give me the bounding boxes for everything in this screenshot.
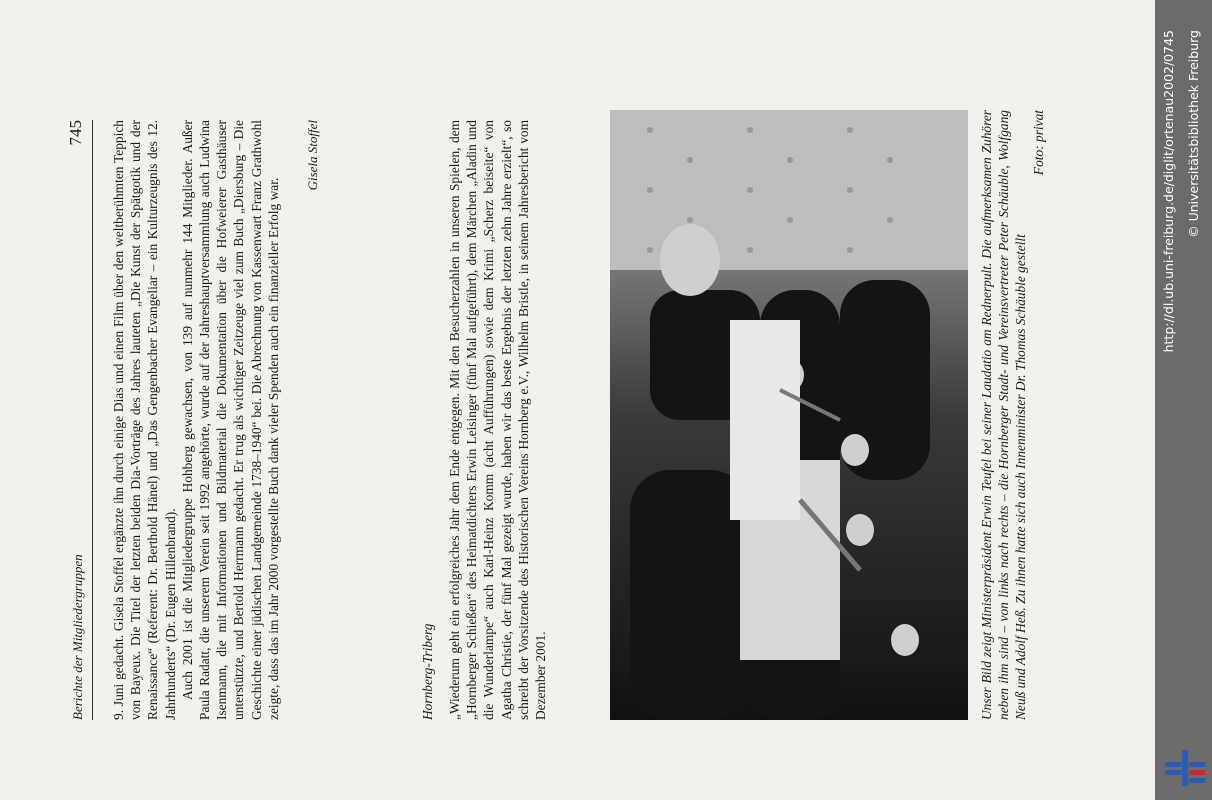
- copyright-notice: © Universitätsbibliothek Freiburg: [1186, 30, 1201, 238]
- signature: Gisela Stoffel: [305, 120, 321, 191]
- paragraph: Auch 2001 ist die Mitgliedergruppe Hohberg gewachsen, von 139 auf nunmehr 144 Mitglieder. Außer Paula Radatt, die unserem Verein seit 1992 angehörte, wurde auf der Jahreshauptversammlung auch Ludwina Isenmann, die mit Informationen und Bildmaterial die Dokumentation über die Hofweierer Gasthäuser unterstützte, und Bertold Herrmann gedacht. Er trug als wichtiger Zeitzeuge viel zum Buch „Diersburg – Die Geschichte einer jüdischen Landgemeinde 1738–1940“ bei. Die Abrechnung von Kassenwart Franz Grathwohl zeigte, dass das im Jahr 2000 vorgestellte Buch dank vieler Spenden auch ein finanzieller Erfolg war.: [179, 120, 281, 720]
- photo-credit: Foto: privat: [1030, 110, 1046, 176]
- source-url[interactable]: http://dl.ub.uni-freiburg.de/diglit/ortenau2002/0745: [1161, 30, 1176, 353]
- library-logo-icon: [1163, 748, 1207, 788]
- photo-speech: [610, 110, 968, 720]
- caption-text: Unser Bild zeigt Ministerpräsident Erwin Teufel bei seiner Laudatio am Rednerpult. Die aufmerksamen Zuhörer neben ihm sind – von links nach rechts – die Hornberger Stadt- und Vereinsvertreter Peter Schäuble, Wolfgang Neuß und Adolf Heß. Zu ihnen hatte sich auch Innenminister Dr. Thomas Schäuble gestellt: [979, 110, 1029, 720]
- photo-illustration: [610, 110, 968, 720]
- library-sidebar: [1155, 0, 1212, 800]
- paragraph: „Wiederum geht ein erfolgreiches Jahr dem Ende entgegen. Mit den Besucherzahlen in unseren Spielen, dem „Hornberger Schießen“ des Heimatdichters Erwin Leisinger (fünf Mal aufgeführt), dem Märchen „Aladin und die Wunderlampe“ auch Karl-Heinz Komm (acht Aufführungen) sowie dem Krimi „Scherz beiseite“ von Agatha Christie, der fünf Mal gezeigt wurde, haben wir das beste Ergebnis der letzten zehn Jahre erzielt“, so schreibt der Vorsitzende des Historischen Vereins Hornberg e.V., Wilhelm Bristle, in seinem Jahresbericht vom Dezember 2001.: [447, 120, 549, 720]
- page-number: 745: [66, 120, 85, 146]
- page-header: [66, 120, 92, 720]
- running-title: Berichte der Mitgliedergruppen: [70, 554, 85, 720]
- sidebar-text: [1155, 0, 1212, 800]
- section-title: Hornberg-Triberg: [420, 623, 435, 720]
- text-block-hohberg: [110, 120, 321, 720]
- photo-caption: [978, 110, 1047, 720]
- header-rule: [92, 120, 93, 720]
- paragraph: 9. Juni gedacht. Gisela Stoffel ergänzte ihn durch einige Dias und einen Film über den weltberühmten Teppich von Bayeux. Die Titel der letzten beiden Dia-Vorträge des Jahres lauteten „Die Kunst der Spätgotik und der Renaissance“ (Referent: Dr. Berthold Hänel) und „Das Gengenbacher Evangeliar – ein Kulturzeugnis des 12. Jahrhunderts“ (Dr. Eugen Hillenbrand).: [111, 120, 178, 720]
